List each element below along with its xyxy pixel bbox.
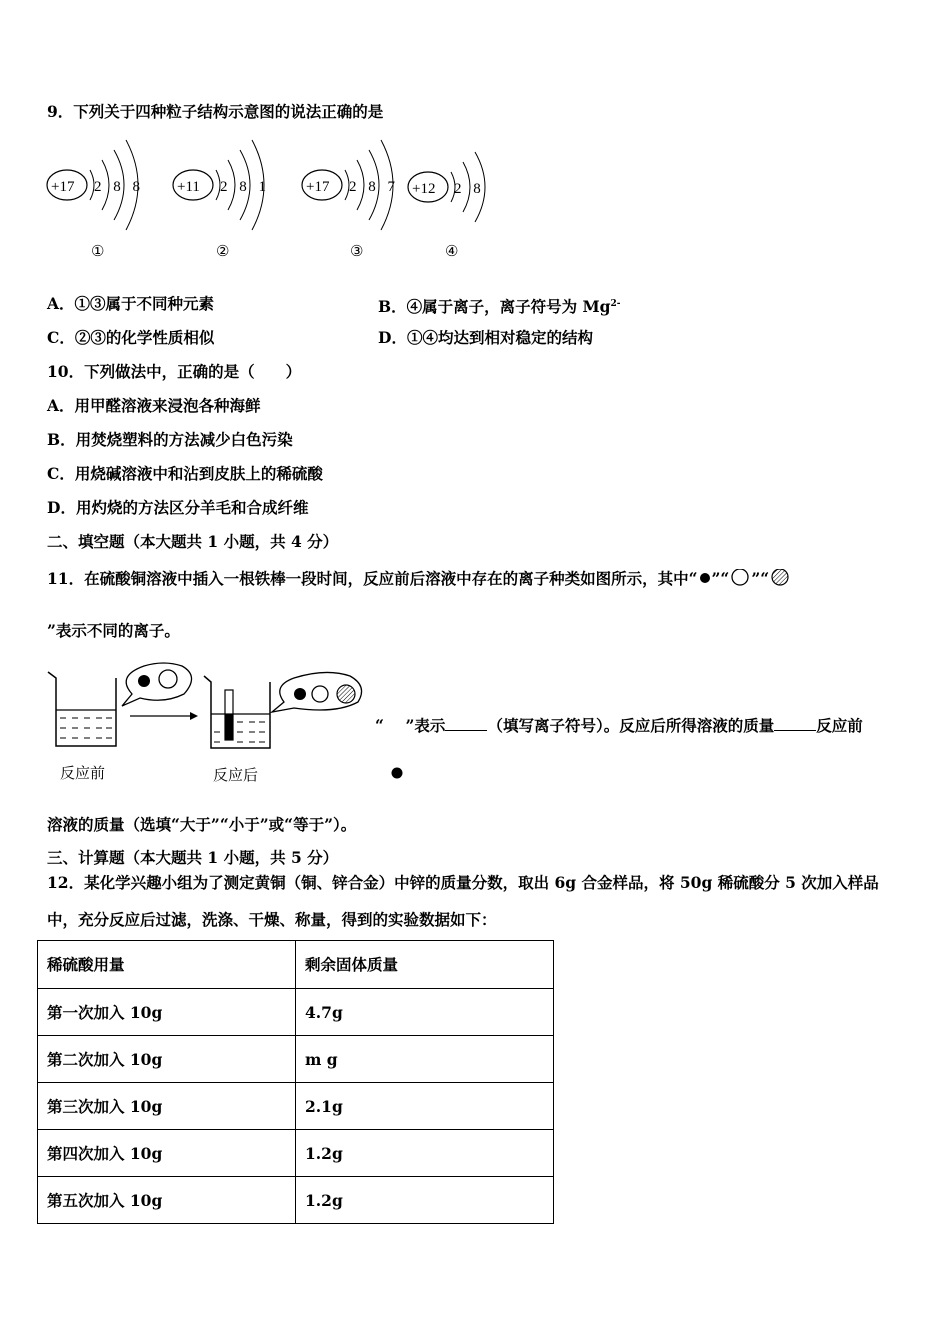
table-cell: 2.1g — [296, 1083, 554, 1130]
ion-bubble-after — [272, 672, 362, 712]
table-row — [38, 1177, 554, 1224]
q10-stem: 10．下列做法中，正确的是（ ） — [47, 362, 302, 381]
beaker-before — [48, 672, 116, 746]
atom-diagram-3 — [302, 140, 399, 260]
q10-option-a: A．用甲醛溶液来浸泡各种海鲜 — [47, 396, 261, 415]
atom-4-label: ④ — [445, 244, 459, 260]
q11-stem-line3: 溶液的质量（选填“大于”“小于”或“等于”）。 — [47, 815, 357, 834]
solid-dot-icon — [390, 766, 404, 780]
q10-option-b: B．用焚烧塑料的方法减少白色污染 — [47, 430, 293, 449]
table-row — [38, 1036, 554, 1083]
q9-option-a: A．①③属于不同种元素 — [47, 294, 215, 313]
q12-stem-line2: 中，充分反应后过滤，洗涤、干燥、称量，得到的实验数据如下： — [47, 910, 497, 929]
q10-option-c: C．用烧碱溶液中和沾到皮肤上的稀硫酸 — [47, 464, 323, 483]
table-row — [38, 989, 554, 1036]
table-cell: 1.2g — [296, 1177, 554, 1224]
beaker-after — [204, 676, 270, 748]
table-header-row — [38, 941, 554, 989]
atom-diagram-2 — [173, 140, 270, 260]
table-cell: m g — [296, 1036, 554, 1083]
q11-stem-line1: 11．在硫酸铜溶液中插入一根铁棒一段时间，反应前后溶液中存在的离子种类如图所示，其中“ ”“ ”“ — [47, 569, 791, 591]
experiment-data-table — [37, 940, 554, 1224]
atom-diagram-1 — [47, 140, 144, 260]
ion-bubble-before — [122, 663, 192, 706]
q9-option-c: C．②③的化学性质相似 — [47, 328, 215, 347]
before-reaction-label: 反应前 — [60, 764, 106, 782]
hollow-circle-icon — [729, 569, 751, 591]
solid-dot-icon — [698, 573, 712, 587]
atom-3-label: ③ — [350, 244, 364, 260]
ion-symbol-blank[interactable] — [445, 716, 487, 731]
atom-structure-diagrams — [40, 130, 520, 270]
q9-option-b: B．④属于离子，离子符号为 $Mg^{2-}$ — [378, 297, 621, 317]
mass-compare-blank[interactable] — [774, 716, 816, 731]
hatched-circle-icon — [769, 569, 791, 591]
table-cell: 4.7g — [296, 989, 554, 1036]
reaction-arrow — [130, 712, 198, 720]
q10-option-d: D．用灼烧的方法区分羊毛和合成纤维 — [47, 498, 309, 517]
table-header-cell: 稀硫酸用量 — [38, 941, 296, 989]
q11-fill-line: “ ”表示 （填写离子符号）。反应后所得溶液的质量 反应前 — [375, 716, 863, 735]
atom-4-nucleus: +12 — [412, 181, 436, 197]
atom-1-shells: 2 8 8 — [94, 179, 144, 195]
table-header-cell: 剩余固体质量 — [296, 941, 554, 989]
atom-2-shells: 2 8 1 — [220, 179, 270, 195]
table-cell: 第四次加入 10g — [38, 1130, 296, 1177]
atom-4-shells: 2 8 — [454, 181, 485, 197]
q9-stem: 9．下列关于四种粒子结构示意图的说法正确的是 — [47, 102, 384, 121]
atom-3-nucleus: +17 — [306, 179, 330, 195]
q11-stem-line2: ”表示不同的离子。 — [47, 621, 180, 640]
section-calc-title: 三、计算题（本大题共 1 小题，共 5 分） — [47, 848, 339, 867]
table-cell: 第二次加入 10g — [38, 1036, 296, 1083]
q9-option-d: D．①④均达到相对稳定的结构 — [378, 328, 593, 347]
section-fill-blank-title: 二、填空题（本大题共 1 小题，共 4 分） — [47, 532, 339, 551]
atom-diagram-4 — [408, 152, 485, 260]
table-cell: 1.2g — [296, 1130, 554, 1177]
atom-3-shells: 2 8 7 — [349, 179, 399, 195]
q12-stem-line1: 12．某化学兴趣小组为了测定黄铜（铜、锌合金）中锌的质量分数，取出 6g 合金样品，将 50g 稀硫酸分 5 次加入样品 — [47, 873, 879, 892]
table-row — [38, 1130, 554, 1177]
table-row — [38, 1083, 554, 1130]
table-cell: 第三次加入 10g — [38, 1083, 296, 1130]
after-reaction-label: 反应后 — [213, 766, 259, 784]
atom-1-nucleus: +17 — [51, 179, 75, 195]
atom-2-nucleus: +11 — [177, 179, 200, 195]
atom-2-label: ② — [216, 244, 230, 260]
atom-1-label: ① — [91, 244, 105, 260]
table-cell: 第一次加入 10g — [38, 989, 296, 1036]
table-cell: 第五次加入 10g — [38, 1177, 296, 1224]
